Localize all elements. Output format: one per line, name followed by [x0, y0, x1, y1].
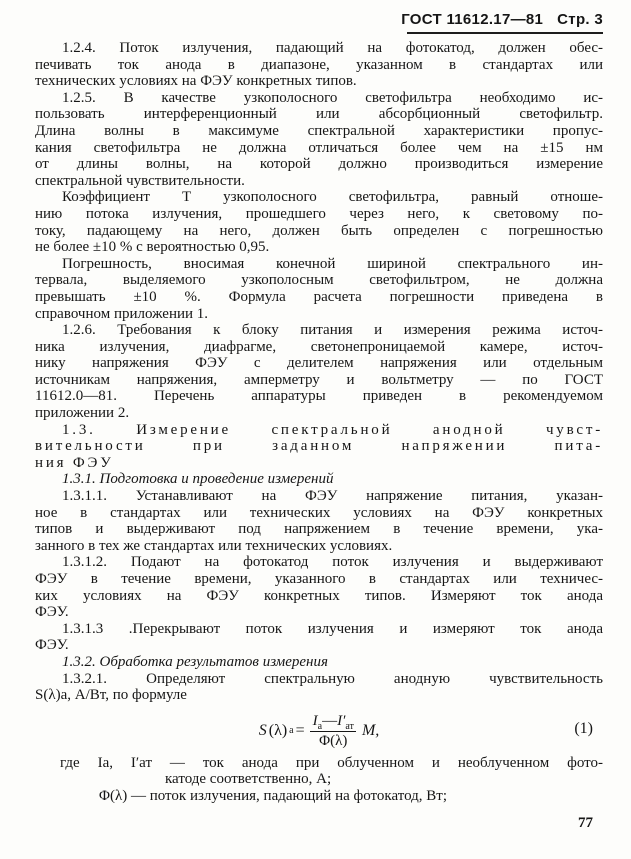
text-line: нику напряжения ФЭУ с делителем напряжения или отдельным: [35, 355, 603, 372]
equals-sign: =: [295, 722, 305, 740]
text-line: источникам напряжения, амперметру и вольтметру — по ГОСТ: [35, 371, 603, 388]
text-line: спектральной чувствительности.: [35, 172, 245, 189]
text-line: ФЭУ.: [35, 637, 69, 654]
fraction-denominator: Φ(λ): [310, 731, 356, 750]
dark-current-subscript: ат: [345, 720, 354, 732]
text-line: ких условиях на ФЭУ конкретных типов. Измеряют ток анода: [35, 587, 603, 604]
text-column: [35, 40, 603, 805]
text-line: приложении 2.: [35, 405, 130, 422]
text-line: где Iа, I′ат — ток анода при облученном и необлученном фото-: [60, 754, 603, 771]
text-line: занного в тех же стандартах или технических условиях.: [35, 537, 393, 554]
body-text: [35, 40, 603, 704]
text-line: пользовать интерференционный или абсорбционный светофильтр.: [35, 106, 603, 123]
definitions-block: [35, 755, 603, 805]
formula-lhs-arg: (λ): [268, 722, 288, 740]
text-line: Φ(λ) — поток излучения, падающий на фотокатод, Вт;: [99, 787, 448, 804]
text-line: 1.3.1. Подготовка и проведение измерений: [62, 471, 334, 488]
text-line: 11612.0—81. Перечень аппаратуры приведен в рекомендуемом: [35, 388, 603, 405]
header-rule: [407, 32, 603, 34]
fraction-numerator: [310, 713, 357, 731]
text-line: печивать ток анода в диапазоне, указанном в стандартах или: [35, 56, 603, 73]
text-line: 1.2.5. В качестве узкополосного светофильтра необходимо ис-: [62, 89, 603, 106]
dark-current-symbol: I′: [337, 712, 346, 729]
text-line: Коэффициент Т узкополосного светофильтра, равный отноше-: [62, 189, 603, 206]
text-line: 1.2.4. Поток излучения, падающий на фотокатод, должен обес-: [62, 40, 603, 56]
text-line: ФЭУ.: [35, 604, 69, 621]
paragraph: [35, 654, 603, 671]
text-line: не более ±10 % с вероятностью 0,95.: [35, 239, 270, 256]
paragraph: [35, 755, 603, 805]
paragraph: [35, 90, 603, 190]
text-line: типов и выдерживают под напряжением в течение времени, ука-: [35, 521, 603, 538]
anode-current-subscript: а: [317, 720, 323, 732]
paragraph: [35, 256, 603, 322]
paragraph: [35, 671, 603, 704]
text-line: 1.2.6. Требования к блоку питания и измерения режима источ-: [62, 322, 603, 339]
text-line: 1.3. Измерение спектральной анодной чувст-: [62, 421, 603, 438]
paragraph: [35, 488, 603, 554]
page-label: Стр. 3: [557, 11, 603, 28]
paragraph: [35, 322, 603, 422]
text-line: превышать ±10 %. Формула расчета погрешности приведена в: [35, 288, 603, 305]
text-line: вительности при заданном напряжении пита-: [35, 438, 603, 455]
text-line: катоде соответственно, А;: [165, 771, 332, 788]
paragraph: [35, 422, 603, 472]
text-line: нию потока излучения, прошедшего через него, к световому по-: [35, 205, 603, 222]
anode-current-symbol: I: [312, 712, 318, 729]
text-line: справочном приложении 1.: [35, 305, 209, 322]
formula-block: [35, 704, 603, 755]
text-line: 1.3.1.2. Подают на фотокатод поток излучения и выдерживают: [62, 554, 603, 571]
equation-number: (1): [574, 720, 593, 738]
paragraph: [35, 554, 603, 620]
text-line: технических условиях на ФЭУ конкретных типов.: [35, 73, 357, 90]
text-line: от длины волны, на которой должно производиться измерение: [35, 156, 603, 173]
paragraph: [35, 189, 603, 255]
minus-sign: —: [322, 712, 338, 729]
page-header: [401, 11, 603, 28]
text-line: 1.3.2.1. Определяют спектральную анодную чувствительность: [62, 670, 603, 687]
fraction: [310, 713, 357, 750]
text-line: Длина волны в максимуме спектральной характеристики пропус-: [35, 122, 603, 139]
text-line: ФЭУ в течение времени, указанного в стандартах или техничес-: [35, 571, 603, 587]
text-line: S(λ)а, А/Вт, по формуле: [35, 687, 187, 704]
text-line: тервала, выделяемого узкополосным светофильтром, не должна: [35, 272, 603, 289]
text-line: ния ФЭУ: [35, 454, 114, 471]
paragraph: [35, 621, 603, 654]
text-line: ника излучения, диафрагме, светонепроницаемой камере, источ-: [35, 338, 603, 355]
text-line: кания светофильтра не должна отличаться более чем на ±15 нм: [35, 139, 603, 156]
formula: S (λ) а = $\frac{I_а—I'_{ат}}{\Phi(\lambda)}$ M,: [258, 712, 380, 749]
page-number: 77: [578, 815, 593, 831]
text-line: 1.3.2. Обработка результатов измерения: [62, 653, 328, 670]
text-line: току, падающему на него, должен быть определен с погрешностью: [35, 222, 603, 239]
gost-number: ГОСТ 11612.17—81: [401, 11, 544, 28]
paragraph: [35, 40, 603, 90]
text-line: 1.3.1.1. Устанавливают на ФЭУ напряжение питания, указан-: [62, 488, 603, 505]
factor-symbol: M,: [361, 722, 380, 740]
text-line: ное в стандартах или технических условиях на ФЭУ конкретных: [35, 504, 603, 521]
paragraph: [35, 471, 603, 488]
text-line: Погрешность, вносимая конечной шириной спектрального ин-: [62, 255, 603, 272]
formula-lhs-symbol: S: [258, 722, 267, 740]
text-line: 1.3.1.3 .Перекрывают поток излучения и измеряют ток анода: [62, 620, 603, 637]
